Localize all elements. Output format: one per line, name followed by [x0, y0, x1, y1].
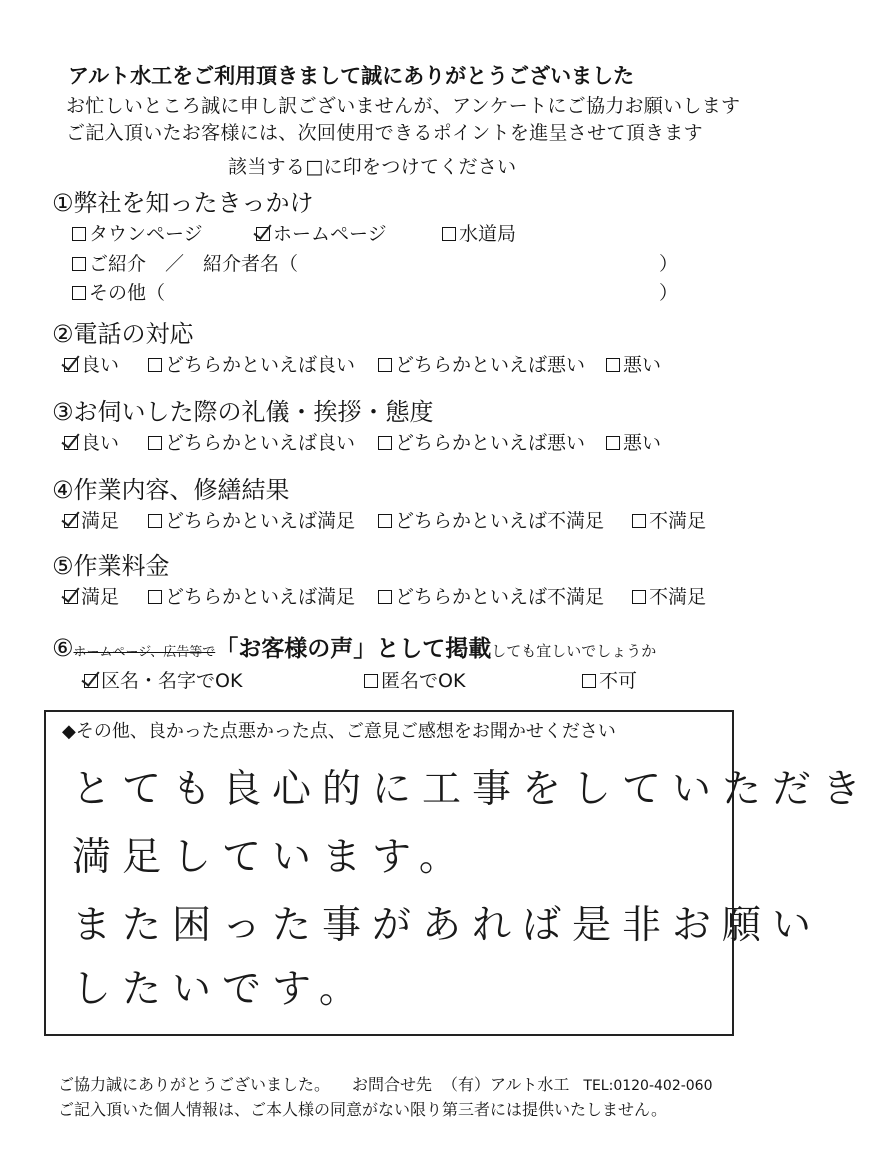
checkbox[interactable]	[606, 358, 620, 372]
q1-option-homepage[interactable]	[256, 219, 387, 246]
header-request: お忙しいところ誠に申し訳ございませんが、アンケートにご協力お願いします	[66, 95, 741, 117]
option-label: 不満足	[649, 510, 707, 532]
q1-option-waterbureau[interactable]	[442, 219, 516, 246]
option-label: 匿名でOK	[381, 670, 466, 692]
option-label: どちらかといえば悪い	[395, 354, 586, 376]
checkbox[interactable]	[582, 674, 596, 688]
q2-option-good[interactable]	[64, 350, 119, 377]
q2-option-rather-good[interactable]	[148, 350, 355, 377]
option-label: どちらかといえば良い	[165, 354, 356, 376]
q2-title: ②電話の対応	[52, 320, 194, 348]
checkbox-checked[interactable]	[64, 590, 78, 604]
checkbox[interactable]	[72, 286, 86, 300]
checkbox[interactable]	[72, 257, 86, 271]
checkbox-checked[interactable]	[84, 674, 98, 688]
q6-struck-text: ホームページ、広告等で	[73, 645, 216, 660]
q4-option-rather-satisfied[interactable]	[148, 506, 355, 533]
option-label: 不満足	[649, 586, 707, 608]
checkbox-checked[interactable]	[64, 514, 78, 528]
q4-option-rather-unsatisfied[interactable]	[378, 506, 604, 533]
handwritten-line-2: 満足しています。	[72, 835, 469, 880]
instruction: 該当する□に印をつけてください	[228, 156, 517, 178]
q5-option-satisfied[interactable]	[64, 582, 119, 609]
checkbox[interactable]	[378, 358, 392, 372]
option-label: 不可	[599, 670, 638, 692]
checkbox-checked[interactable]	[256, 227, 270, 241]
option-label: どちらかといえば悪い	[395, 432, 586, 454]
footer-contact-line	[58, 1072, 713, 1095]
handwritten-line-3: また困った事があれば是非お願い	[72, 903, 823, 948]
checkbox[interactable]	[378, 590, 392, 604]
checkbox-checked[interactable]	[64, 358, 78, 372]
q3-option-rather-good[interactable]	[148, 428, 355, 455]
checkbox[interactable]	[632, 514, 646, 528]
option-label: ご紹介 ／ 紹介者名（	[89, 253, 299, 275]
q2-option-bad[interactable]	[606, 350, 661, 377]
q3-option-bad[interactable]	[606, 428, 661, 455]
handwritten-line-1: とても良心的に工事をしていただき	[72, 767, 872, 812]
q1-option-other[interactable]	[72, 278, 165, 305]
checkbox[interactable]	[148, 514, 162, 528]
checkbox[interactable]	[606, 436, 620, 450]
footer-contact-label: お問合せ先	[352, 1075, 433, 1094]
q3-option-rather-bad[interactable]	[378, 428, 585, 455]
q1-other-close-paren: ）	[659, 282, 679, 304]
option-label: どちらかといえば満足	[165, 510, 356, 532]
option-label: 水道局	[459, 223, 517, 245]
header-title: アルト水工をご利用頂きまして誠にありがとうございました	[68, 64, 635, 88]
q6-title	[52, 630, 656, 663]
option-label: 区名・名字でOK	[101, 670, 243, 692]
q4-option-satisfied[interactable]	[64, 506, 119, 533]
q6-option-anonymous-ok[interactable]	[364, 666, 465, 693]
option-label: タウンページ	[89, 223, 203, 245]
comment-prompt: ◆その他、良かった点悪かった点、ご意見ご感想をお聞かせください	[62, 721, 616, 742]
checkbox[interactable]	[72, 227, 86, 241]
checkbox[interactable]	[378, 436, 392, 450]
footer-company: （有）アルト水工	[442, 1075, 570, 1094]
q2-option-rather-bad[interactable]	[378, 350, 585, 377]
option-label: どちらかといえば不満足	[395, 510, 605, 532]
q1-referral-close-paren: ）	[659, 253, 679, 275]
q6-quote: 「お客様の声」として掲載	[215, 636, 492, 662]
q5-option-rather-unsatisfied[interactable]	[378, 582, 604, 609]
option-label: どちらかといえば良い	[165, 432, 356, 454]
q6-option-not-allowed[interactable]	[582, 666, 637, 693]
option-label: 良い	[81, 432, 120, 454]
option-label: その他（	[89, 282, 166, 304]
q1-option-referral[interactable]	[72, 249, 298, 276]
header-points: ご記入頂いたお客様には、次回使用できるポイントを進呈させて頂きます	[66, 122, 703, 144]
option-label: 良い	[81, 354, 120, 376]
footer-thanks: ご協力誠にありがとうございました。	[58, 1075, 331, 1094]
option-label: どちらかといえば不満足	[395, 586, 605, 608]
q1-option-townpage[interactable]	[72, 219, 203, 246]
q3-title: ③お伺いした際の礼儀・挨拶・態度	[52, 398, 434, 426]
q6-tail: しても宜しいでしょうか	[491, 642, 657, 660]
q3-option-good[interactable]	[64, 428, 119, 455]
checkbox[interactable]	[378, 514, 392, 528]
q5-title: ⑤作業料金	[52, 552, 170, 580]
checkbox[interactable]	[148, 590, 162, 604]
option-label: 満足	[81, 586, 120, 608]
footer-tel: TEL:0120-402-060	[583, 1078, 713, 1094]
option-label: どちらかといえば満足	[165, 586, 356, 608]
option-label: ホームページ	[273, 223, 387, 245]
option-label: 悪い	[623, 432, 662, 454]
q6-option-name-ok[interactable]	[84, 666, 242, 693]
checkbox[interactable]	[632, 590, 646, 604]
checkbox[interactable]	[442, 227, 456, 241]
q5-option-unsatisfied[interactable]	[632, 582, 706, 609]
q5-option-rather-satisfied[interactable]	[148, 582, 355, 609]
q4-title: ④作業内容、修繕結果	[52, 476, 290, 504]
q1-title: ①弊社を知ったきっかけ	[52, 189, 314, 217]
checkbox[interactable]	[148, 436, 162, 450]
handwritten-line-4: したいです。	[72, 967, 369, 1012]
q4-option-unsatisfied[interactable]	[632, 506, 706, 533]
checkbox-checked[interactable]	[64, 436, 78, 450]
checkbox[interactable]	[148, 358, 162, 372]
option-label: 悪い	[623, 354, 662, 376]
checkbox[interactable]	[364, 674, 378, 688]
option-label: 満足	[81, 510, 120, 532]
q6-number: ⑥	[52, 634, 74, 662]
footer-privacy: ご記入頂いた個人情報は、ご本人様の同意がない限り第三者には提供いたしません。	[58, 1100, 667, 1119]
